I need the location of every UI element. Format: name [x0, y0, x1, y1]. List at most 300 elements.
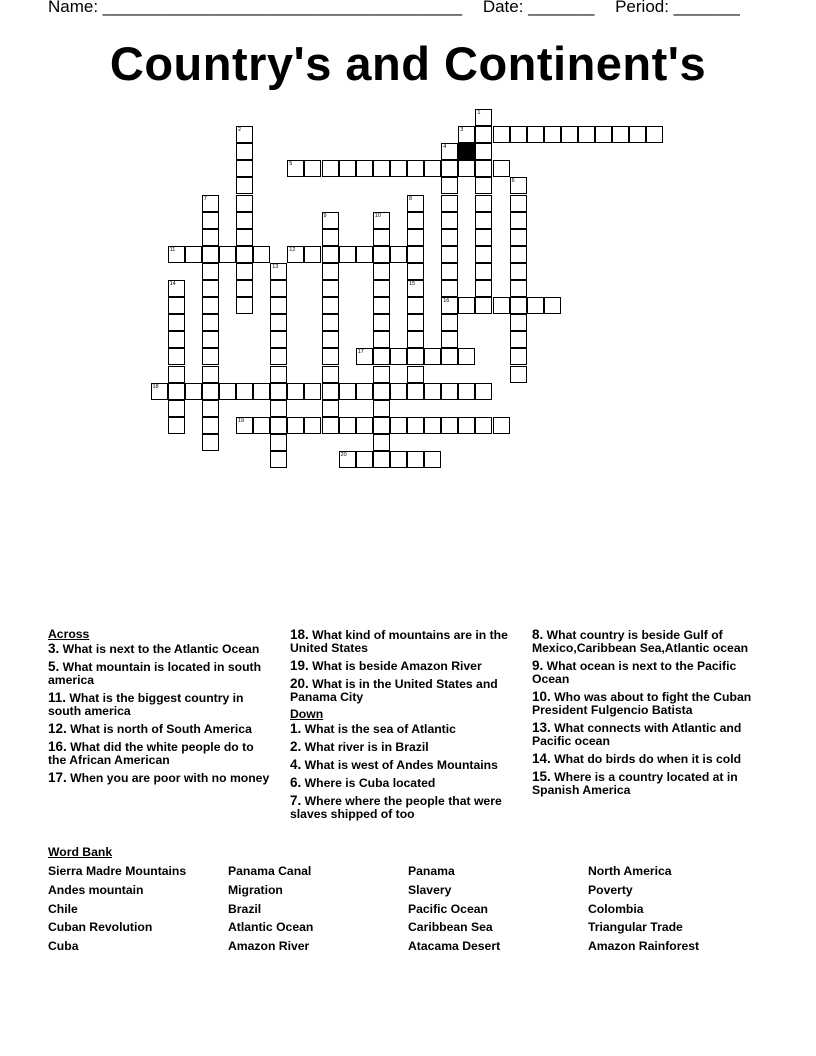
crossword-cell[interactable]: [510, 280, 527, 297]
crossword-cell[interactable]: [236, 263, 253, 280]
crossword-cell[interactable]: [475, 126, 492, 143]
clue-number: 6: [511, 178, 515, 185]
crossword-cell[interactable]: [458, 383, 475, 400]
clue-number: 19: [238, 417, 245, 424]
clue-number: 4: [443, 144, 447, 151]
word-bank-item: Slavery: [408, 882, 452, 897]
crossword-cell[interactable]: [270, 280, 287, 297]
crossword-cell[interactable]: [441, 297, 458, 314]
clue-number: 18.: [290, 627, 309, 642]
crossword-cell[interactable]: [322, 229, 339, 246]
crossword-cell[interactable]: [441, 348, 458, 365]
clue: [532, 721, 770, 748]
clue-number: 9: [323, 212, 327, 219]
clue-number: 8: [409, 195, 413, 202]
crossword-cell[interactable]: [407, 246, 424, 263]
crossword-cell[interactable]: [287, 160, 304, 177]
clue-number: 20.: [290, 676, 309, 691]
crossword-cell[interactable]: [595, 126, 612, 143]
crossword-cell[interactable]: [236, 177, 253, 194]
clue-number: 12: [289, 246, 296, 253]
word-bank-item: Atlantic Ocean: [228, 920, 314, 935]
period-field[interactable]: Period: _______: [615, 0, 740, 16]
word-bank-item: Caribbean Sea: [408, 920, 493, 935]
crossword-cell[interactable]: [441, 263, 458, 280]
word-bank-item: Migration: [228, 882, 283, 897]
clue-text: What is next to the Atlantic Ocean: [59, 642, 260, 656]
crossword-cell[interactable]: [373, 400, 390, 417]
crossword-cell[interactable]: [544, 126, 561, 143]
clue-number: 3.: [48, 641, 60, 656]
crossword-cell[interactable]: [441, 417, 458, 434]
crossword-cell[interactable]: [322, 383, 339, 400]
clue: [290, 659, 522, 673]
crossword-cell[interactable]: [322, 400, 339, 417]
crossword-cell[interactable]: [270, 263, 287, 280]
page-title: Country's and Continent's: [109, 37, 707, 90]
clue-text: Where where the people that were slaves shipped of too: [290, 794, 502, 821]
crossword-cell[interactable]: [168, 297, 185, 314]
crossword-cell[interactable]: [253, 417, 270, 434]
crossword-cell[interactable]: [612, 126, 629, 143]
clue-text: What is north of South America: [66, 722, 252, 736]
crossword-cell[interactable]: [629, 126, 646, 143]
crossword-cell[interactable]: [322, 297, 339, 314]
clue-number: 8.: [532, 627, 544, 642]
word-bank-heading: Word Bank: [48, 845, 113, 859]
clue-number: 5: [289, 161, 293, 168]
crossword-cell[interactable]: [236, 126, 253, 143]
crossword-cell[interactable]: [356, 348, 373, 365]
clue: [532, 770, 770, 797]
crossword-cell[interactable]: [270, 366, 287, 383]
clue-text: Where is Cuba located: [301, 776, 436, 790]
crossword-cell[interactable]: [390, 160, 407, 177]
crossword-cell[interactable]: [475, 280, 492, 297]
crossword-cell[interactable]: [236, 212, 253, 229]
crossword-cell[interactable]: [356, 417, 373, 434]
crossword-cell[interactable]: [441, 280, 458, 297]
crossword-cell[interactable]: [202, 331, 219, 348]
clue-number: 15.: [532, 769, 551, 784]
crossword-cell[interactable]: [304, 383, 321, 400]
crossword-cell[interactable]: [202, 366, 219, 383]
clue-number: 11: [169, 246, 176, 253]
crossword-cell[interactable]: [322, 280, 339, 297]
crossword-cell[interactable]: [510, 177, 527, 194]
crossword-cell[interactable]: [458, 126, 475, 143]
clue-text: What did the white people do to the African American: [48, 740, 254, 767]
clue-number: 9.: [532, 658, 544, 673]
word-bank-item: Chile: [48, 901, 78, 916]
crossword-cell[interactable]: [510, 229, 527, 246]
crossword-cell[interactable]: [322, 246, 339, 263]
crossword-cell[interactable]: [202, 229, 219, 246]
crossword-cell[interactable]: [287, 383, 304, 400]
crossword-cell[interactable]: [270, 400, 287, 417]
clue: [290, 776, 522, 790]
crossword-cell[interactable]: [527, 126, 544, 143]
crossword-cell[interactable]: [202, 348, 219, 365]
crossword-cell[interactable]: [407, 160, 424, 177]
crossword-cell[interactable]: [373, 383, 390, 400]
crossword-cell[interactable]: [270, 348, 287, 365]
crossword-grid: [0, 0, 816, 480]
crossword-cell[interactable]: [322, 366, 339, 383]
clue-number: 17: [357, 349, 364, 356]
crossword-cell[interactable]: [236, 417, 253, 434]
clue-number: 10: [374, 212, 381, 219]
word-bank-item: Sierra Madre Mountains: [48, 864, 187, 878]
crossword-cell[interactable]: [441, 143, 458, 160]
crossword-cell[interactable]: [475, 212, 492, 229]
crossword-cell[interactable]: [475, 143, 492, 160]
crossword-cell[interactable]: [236, 280, 253, 297]
across-heading: Across: [48, 627, 90, 641]
crossword-cell[interactable]: [356, 246, 373, 263]
crossword-cell[interactable]: [168, 280, 185, 297]
clue: [48, 642, 273, 656]
crossword-cell[interactable]: [202, 263, 219, 280]
crossword-cell[interactable]: [322, 348, 339, 365]
date-field[interactable]: Date: _______: [482, 0, 595, 16]
crossword-cell[interactable]: [339, 417, 356, 434]
crossword-cell[interactable]: [373, 246, 390, 263]
crossword-cell[interactable]: [322, 263, 339, 280]
crossword-cell[interactable]: [407, 212, 424, 229]
crossword-cell[interactable]: [322, 417, 339, 434]
crossword-cell[interactable]: [253, 383, 270, 400]
clue: [48, 740, 273, 767]
crossword-cell[interactable]: [407, 280, 424, 297]
crossword-cell[interactable]: [202, 314, 219, 331]
crossword-cell[interactable]: [424, 160, 441, 177]
clue-number: 6.: [290, 775, 302, 790]
name-field[interactable]: Name: ______________________________________: [48, 0, 463, 16]
clue-number: 2: [238, 127, 242, 134]
crossword-cell[interactable]: [270, 331, 287, 348]
crossword-cell[interactable]: [510, 314, 527, 331]
clue-number: 18: [152, 383, 159, 390]
crossword-cell[interactable]: [475, 177, 492, 194]
clue: [48, 722, 273, 736]
crossword-cell[interactable]: [390, 383, 407, 400]
crossword-cell[interactable]: [475, 229, 492, 246]
crossword-cell[interactable]: [510, 331, 527, 348]
crossword-cell[interactable]: [202, 434, 219, 451]
crossword-cell[interactable]: [475, 263, 492, 280]
crossword-cell[interactable]: [270, 434, 287, 451]
crossword-cell[interactable]: [219, 383, 236, 400]
crossword-cell[interactable]: [339, 160, 356, 177]
crossword-cell[interactable]: [356, 383, 373, 400]
clue-column-2: [290, 628, 522, 825]
crossword-cell[interactable]: [510, 297, 527, 314]
crossword-cell[interactable]: [407, 314, 424, 331]
crossword-cell[interactable]: [424, 348, 441, 365]
crossword-cell[interactable]: [185, 383, 202, 400]
crossword-cell[interactable]: [441, 314, 458, 331]
crossword-cell[interactable]: [202, 195, 219, 212]
crossword-cell[interactable]: [373, 280, 390, 297]
clue-text: What country is beside Gulf of Mexico,Caribbean Sea,Atlantic ocean: [532, 628, 749, 655]
crossword-cell[interactable]: [322, 212, 339, 229]
crossword-cell[interactable]: [441, 177, 458, 194]
crossword-cell[interactable]: [407, 229, 424, 246]
clue-text: What kind of mountains are in the United States: [290, 628, 508, 655]
crossword-cell[interactable]: [510, 212, 527, 229]
crossword-cell[interactable]: [578, 126, 595, 143]
crossword-cell[interactable]: [561, 126, 578, 143]
crossword-cell[interactable]: [373, 229, 390, 246]
crossword-cell[interactable]: [475, 195, 492, 212]
clue-number: 10.: [532, 689, 551, 704]
crossword-cell[interactable]: [407, 297, 424, 314]
crossword-cell[interactable]: [236, 383, 253, 400]
crossword-cell[interactable]: [202, 297, 219, 314]
clue-number: 11.: [48, 690, 67, 705]
crossword-cell[interactable]: [322, 160, 339, 177]
crossword-cell[interactable]: [510, 195, 527, 212]
word-bank-item: Poverty: [588, 882, 633, 897]
clue-text: What is in the United States and Panama City: [290, 677, 498, 704]
crossword-cell[interactable]: [646, 126, 663, 143]
crossword-cell[interactable]: [475, 383, 492, 400]
crossword-cell[interactable]: [202, 246, 219, 263]
crossword-cell[interactable]: [407, 263, 424, 280]
crossword-cell[interactable]: [510, 348, 527, 365]
clue-number: 1.: [290, 721, 302, 736]
crossword-cell[interactable]: [475, 417, 492, 434]
clue-number: 12.: [48, 721, 67, 736]
clue-number: 19.: [290, 658, 309, 673]
crossword-cell[interactable]: [441, 383, 458, 400]
clue-text: What mountain is located in south america: [48, 660, 262, 687]
crossword-cell[interactable]: [287, 417, 304, 434]
crossword-cell[interactable]: [322, 331, 339, 348]
clue: [290, 758, 522, 772]
crossword-cell[interactable]: [339, 246, 356, 263]
clue-text: When you are poor with no money: [66, 771, 270, 785]
clue-number: 7.: [290, 793, 302, 808]
clue: [290, 628, 522, 655]
clue-text: What is the biggest country in south america: [48, 691, 244, 718]
crossword-cell[interactable]: [458, 348, 475, 365]
crossword-cell[interactable]: [373, 366, 390, 383]
crossword-cell[interactable]: [202, 400, 219, 417]
word-bank-item: North America: [588, 864, 672, 878]
clue-number: 3: [460, 127, 464, 134]
crossword-cell[interactable]: [236, 160, 253, 177]
clue-column-1: [48, 628, 273, 789]
crossword-cell[interactable]: [407, 195, 424, 212]
crossword-cell[interactable]: [356, 451, 373, 468]
word-bank-item: Atacama Desert: [408, 939, 501, 954]
clue-text: What ocean is next to the Pacific Ocean: [532, 659, 737, 686]
crossword-cell[interactable]: [168, 366, 185, 383]
clue-text: What is the sea of Atlantic: [301, 722, 456, 736]
crossword-cell[interactable]: [236, 143, 253, 160]
crossword-cell[interactable]: [373, 212, 390, 229]
crossword-cell[interactable]: [475, 160, 492, 177]
crossword-cell[interactable]: [407, 331, 424, 348]
clue-number: 13: [272, 263, 279, 270]
crossword-cell[interactable]: [270, 451, 287, 468]
crossword-cell[interactable]: [510, 263, 527, 280]
word-bank-item: Panama Canal: [228, 864, 312, 878]
crossword-cell[interactable]: [304, 246, 321, 263]
crossword-cell[interactable]: [424, 417, 441, 434]
clue-number: 14.: [532, 751, 551, 766]
word-bank-item: Pacific Ocean: [408, 901, 488, 916]
clue-number: 4.: [290, 757, 302, 772]
clue-number: 20: [340, 452, 347, 458]
crossword-cell[interactable]: [270, 297, 287, 314]
word-bank-item: Amazon Rainforest: [588, 939, 700, 954]
crossword-cell[interactable]: [373, 348, 390, 365]
crossword-cell[interactable]: [219, 246, 236, 263]
word-bank-item: Triangular Trade: [588, 920, 683, 935]
crossword-cell[interactable]: [322, 314, 339, 331]
crossword-cell[interactable]: [390, 348, 407, 365]
clue: [532, 659, 770, 686]
word-bank-item: Amazon River: [228, 939, 310, 954]
clue: [290, 722, 522, 736]
word-bank-item: Panama: [408, 864, 455, 878]
crossword-cell[interactable]: [475, 297, 492, 314]
crossword-cell[interactable]: [441, 160, 458, 177]
crossword-cell[interactable]: [339, 451, 356, 468]
crossword-cell[interactable]: [441, 331, 458, 348]
crossword-cell[interactable]: [202, 280, 219, 297]
word-bank-item: Cuban Revolution: [48, 920, 153, 935]
crossword-cell[interactable]: [407, 451, 424, 468]
clue: [48, 660, 273, 687]
clue: [48, 771, 273, 785]
crossword-cell[interactable]: [493, 297, 510, 314]
crossword-cell[interactable]: [544, 297, 561, 314]
crossword-cell[interactable]: [253, 246, 270, 263]
clue: [532, 628, 770, 655]
crossword-cell[interactable]: [236, 229, 253, 246]
clue-number: 13.: [532, 720, 551, 735]
crossword-cell[interactable]: [458, 160, 475, 177]
crossword-cell[interactable]: [373, 160, 390, 177]
crossword-cell[interactable]: [493, 160, 510, 177]
crossword-cell[interactable]: [493, 126, 510, 143]
clue: [532, 690, 770, 717]
clue-text: What connects with Atlantic and Pacific ocean: [532, 721, 742, 748]
crossword-cell[interactable]: [390, 451, 407, 468]
crossword-cell[interactable]: [202, 417, 219, 434]
crossword-cell[interactable]: [151, 383, 168, 400]
crossword-cell[interactable]: [441, 195, 458, 212]
crossword-cell[interactable]: [527, 297, 544, 314]
crossword-cell[interactable]: [407, 417, 424, 434]
crossword-cell[interactable]: [475, 246, 492, 263]
crossword-cell[interactable]: [441, 229, 458, 246]
crossword-cell[interactable]: [287, 246, 304, 263]
clue-number: 15: [409, 281, 416, 287]
crossword-cell[interactable]: [168, 383, 185, 400]
crossword-cell[interactable]: [373, 331, 390, 348]
clue-number: 14: [169, 281, 176, 287]
crossword-cell[interactable]: [270, 383, 287, 400]
crossword-cell[interactable]: [168, 417, 185, 434]
crossword-cell[interactable]: [510, 366, 527, 383]
crossword-cell[interactable]: [407, 366, 424, 383]
crossword-cell[interactable]: [475, 109, 492, 126]
crossword-cell[interactable]: [441, 212, 458, 229]
word-bank-item: Andes mountain: [48, 882, 144, 897]
clue-text: What river is in Brazil: [301, 740, 429, 754]
crossword-cell[interactable]: [458, 297, 475, 314]
crossword-cell[interactable]: [458, 417, 475, 434]
clue-text: What do birds do when it is cold: [550, 752, 742, 766]
clue-number: 17.: [48, 770, 67, 785]
clue: [532, 752, 770, 766]
crossword-cell[interactable]: [356, 160, 373, 177]
clue-number: 16: [443, 298, 450, 305]
crossword-cell[interactable]: [390, 246, 407, 263]
crossword-cell[interactable]: [168, 246, 185, 263]
crossword-cell[interactable]: [202, 383, 219, 400]
crossword-cell[interactable]: [493, 417, 510, 434]
clue-text: Where is a country located at in Spanish America: [532, 770, 738, 797]
clue-number: 7: [203, 195, 207, 202]
crossword-cell[interactable]: [270, 314, 287, 331]
clue-text: What is west of Andes Mountains: [301, 758, 498, 772]
crossword-cell[interactable]: [373, 263, 390, 280]
crossword-cell[interactable]: [441, 246, 458, 263]
crossword-cell[interactable]: [510, 126, 527, 143]
crossword-cell[interactable]: [168, 331, 185, 348]
crossword-cell[interactable]: [236, 246, 253, 263]
clue-number: 2.: [290, 739, 302, 754]
crossword-cell[interactable]: [373, 417, 390, 434]
crossword-cell[interactable]: [390, 417, 407, 434]
crossword-cell[interactable]: [424, 451, 441, 468]
word-bank-item: Colombia: [588, 901, 644, 916]
crossword-cell[interactable]: [373, 451, 390, 468]
crossword-cell[interactable]: [407, 348, 424, 365]
clue-text: Who was about to fight the Cuban President Fulgencio Batista: [532, 690, 752, 717]
crossword-cell[interactable]: [373, 297, 390, 314]
crossword-cell[interactable]: [168, 348, 185, 365]
clue: [48, 691, 273, 718]
crossword-cell[interactable]: [373, 434, 390, 451]
crossword-cell[interactable]: [373, 314, 390, 331]
crossword-cell[interactable]: [304, 160, 321, 177]
crossword-cell[interactable]: [202, 212, 219, 229]
crossword-cell[interactable]: [270, 417, 287, 434]
clue-text: What is beside Amazon River: [308, 659, 482, 673]
crossword-cell[interactable]: [185, 246, 202, 263]
black-cell: [458, 143, 475, 160]
crossword-cell[interactable]: [168, 314, 185, 331]
clue: [290, 794, 522, 821]
crossword-cell[interactable]: [339, 383, 356, 400]
crossword-cell[interactable]: [510, 246, 527, 263]
crossword-cell[interactable]: [236, 297, 253, 314]
clue-column-3: [532, 628, 770, 801]
crossword-cell[interactable]: [236, 195, 253, 212]
crossword-cell[interactable]: [407, 383, 424, 400]
clue-number: 1: [477, 110, 481, 116]
crossword-cell[interactable]: [424, 383, 441, 400]
crossword-cell[interactable]: [304, 417, 321, 434]
crossword-cell[interactable]: [168, 400, 185, 417]
